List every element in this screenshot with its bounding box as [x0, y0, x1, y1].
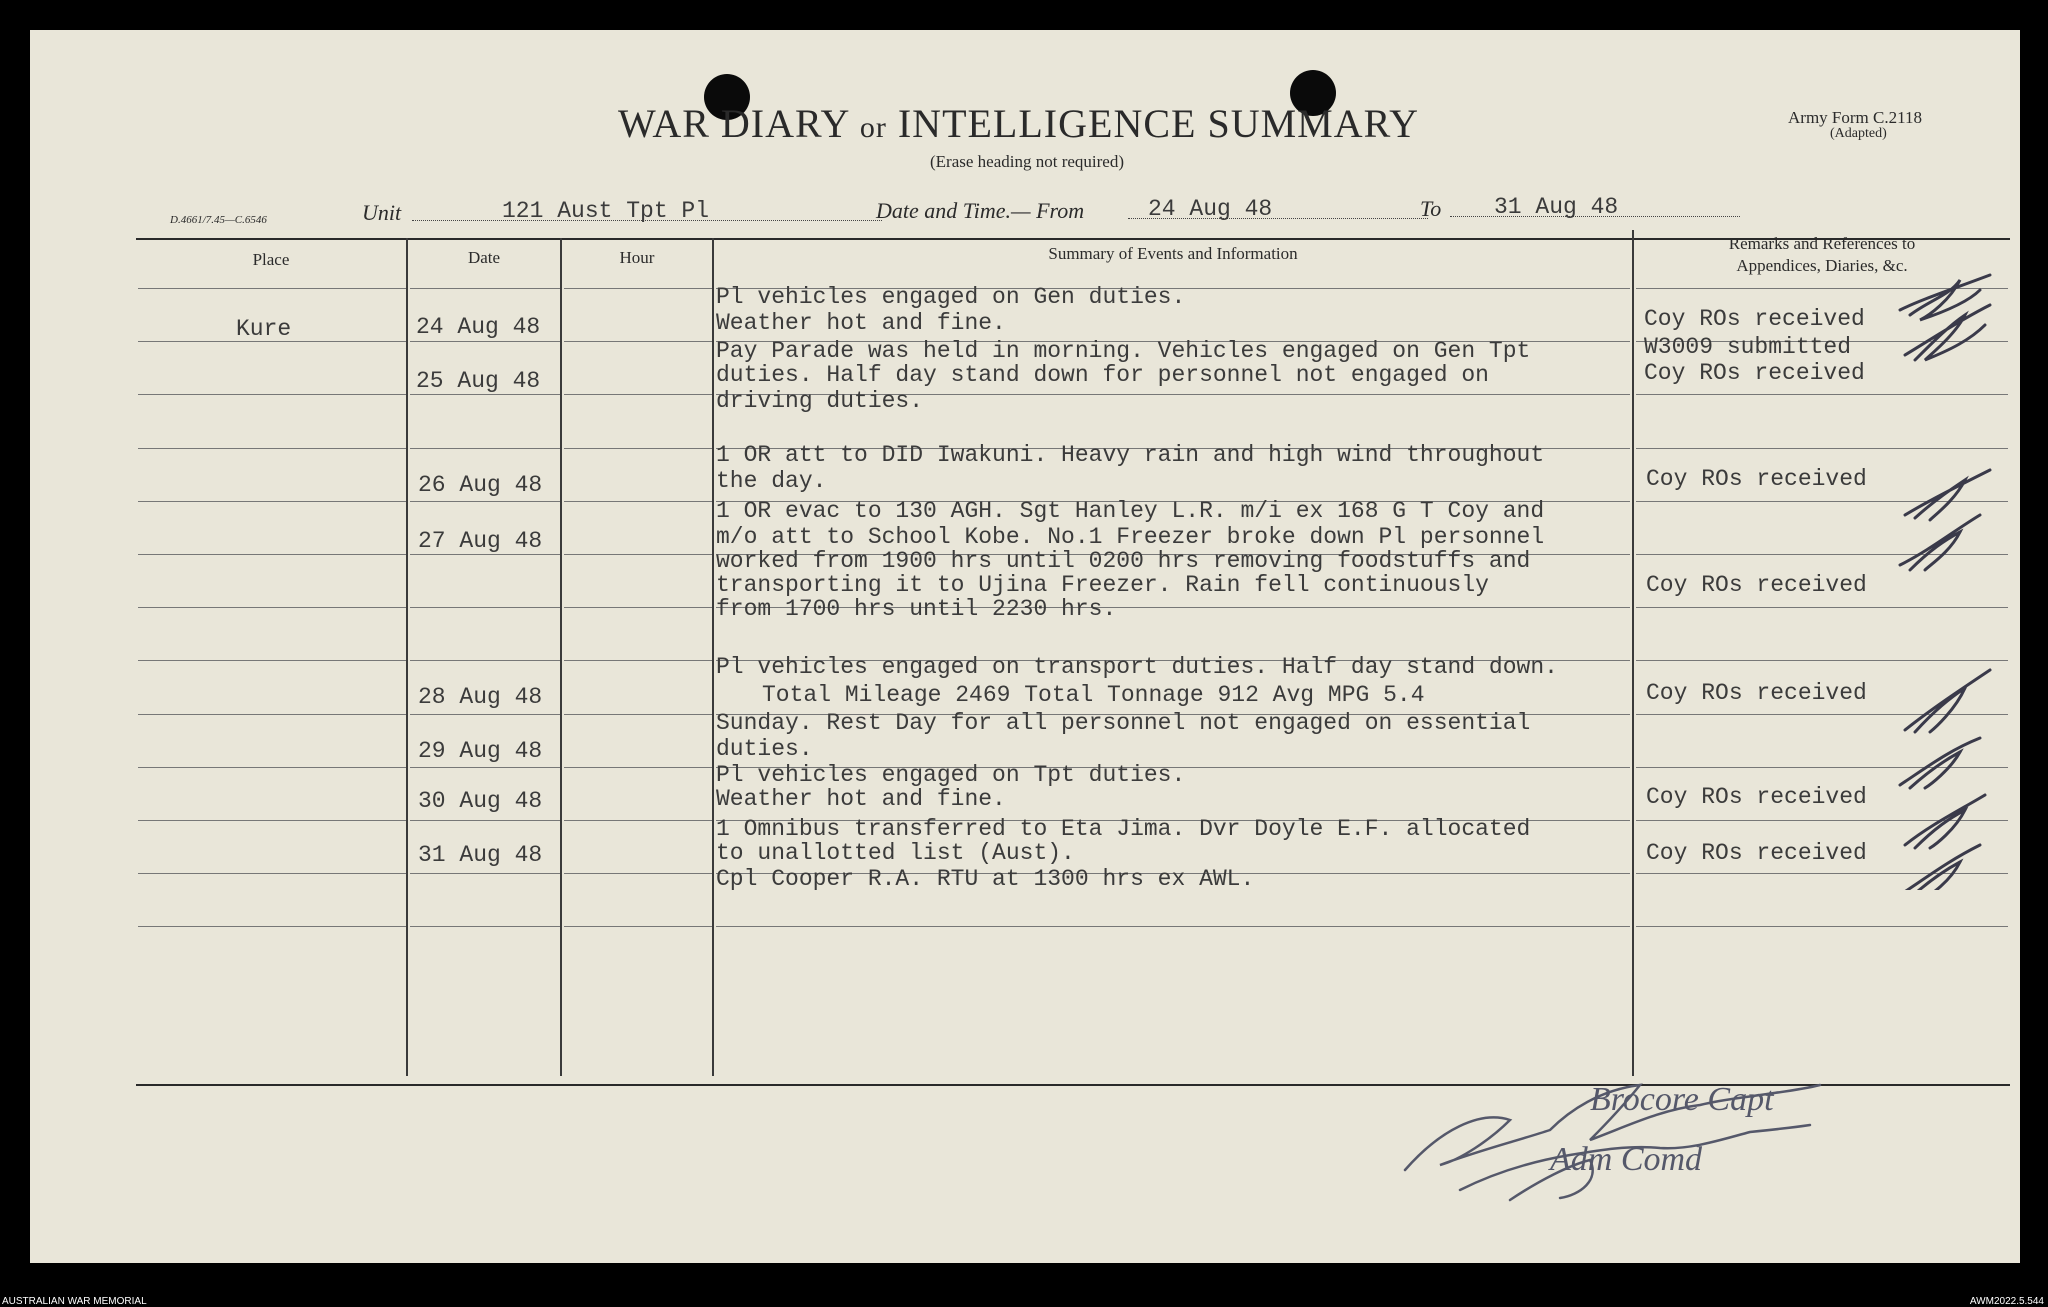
commander-signature: [1400, 1070, 1880, 1220]
ruled-line: [410, 714, 560, 715]
summary-remarks-divider: [1632, 230, 1634, 1076]
place-date-divider: [406, 238, 408, 1076]
remark-entry: Coy ROs received: [1646, 572, 1867, 598]
title-war-diary: WAR DIARY: [618, 101, 849, 146]
ruled-line: [410, 554, 560, 555]
ruled-line: [138, 501, 406, 502]
ruled-line: [410, 394, 560, 395]
ruled-line: [716, 926, 1630, 927]
col-header-remarks-1: Remarks and References to: [1728, 234, 1916, 253]
summary-line: Pay Parade was held in morning. Vehicles engaged on Gen Tpt: [716, 338, 1531, 364]
initial-marks: [1890, 270, 2010, 890]
ruled-line: [410, 341, 560, 342]
ruled-line: [138, 714, 406, 715]
ruled-line: [138, 554, 406, 555]
army-form-number: Army Form C.2118: [1788, 108, 1922, 127]
col-header-summary: Summary of Events and Information: [1048, 244, 1298, 263]
ruled-line: [564, 926, 712, 927]
ruled-line: [138, 820, 406, 821]
ruled-line: [138, 926, 406, 927]
erase-note: (Erase heading not required): [930, 152, 1124, 171]
to-date-value: 31 Aug 48: [1494, 194, 1619, 220]
remark-entry: Coy ROs received: [1646, 784, 1867, 810]
ruled-line: [564, 341, 712, 342]
signature-line-2: Adm Comd: [1550, 1141, 1703, 1178]
ruled-line: [564, 660, 712, 661]
ruled-line: [138, 767, 406, 768]
ruled-line: [564, 873, 712, 874]
summary-line: from 1700 hrs until 2230 hrs.: [716, 596, 1117, 622]
footer-archive-name: AUSTRALIAN WAR MEMORIAL: [2, 1296, 147, 1307]
date-entry: 30 Aug 48: [418, 788, 543, 814]
summary-line: 1 OR att to DID Iwakuni. Heavy rain and high wind throughout: [716, 442, 1545, 468]
form-title: [618, 100, 1419, 147]
summary-line: driving duties.: [716, 388, 924, 414]
remark-entry: Coy ROs received: [1646, 840, 1867, 866]
title-intelligence-summary: INTELLIGENCE SUMMARY: [897, 101, 1419, 146]
ruled-line: [410, 820, 560, 821]
ruled-line: [410, 501, 560, 502]
ruled-line: [564, 394, 712, 395]
ruled-line: [564, 714, 712, 715]
summary-line: the day.: [716, 468, 827, 494]
remark-entry: Coy ROs received: [1644, 360, 1865, 386]
hour-summary-divider: [712, 238, 714, 1076]
unit-value: 121 Aust Tpt Pl: [502, 198, 710, 224]
ruled-line: [1636, 926, 2008, 927]
date-entry: 28 Aug 48: [418, 684, 543, 710]
ruled-line: [138, 607, 406, 608]
date-entry: 29 Aug 48: [418, 738, 543, 764]
ruled-line: [564, 607, 712, 608]
col-header-remarks-2: Appendices, Diaries, &c.: [1736, 256, 1908, 275]
summary-line: Weather hot and fine.: [716, 310, 1006, 336]
ruled-line: [138, 288, 406, 289]
form-code: D.4661/7.45—C.6546: [170, 214, 267, 226]
summary-line: duties. Half day stand down for personnel not engaged on: [716, 362, 1489, 388]
summary-line: Cpl Cooper R.A. RTU at 1300 hrs ex AWL.: [716, 866, 1255, 892]
remark-entry: Coy ROs received: [1646, 466, 1867, 492]
ruled-line: [138, 448, 406, 449]
date-entry: 25 Aug 48: [416, 368, 541, 394]
unit-label: Unit: [362, 200, 402, 225]
ruled-line: [564, 501, 712, 502]
ruled-line: [138, 873, 406, 874]
ruled-line: [410, 767, 560, 768]
ruled-line: [564, 767, 712, 768]
summary-line: 1 Omnibus transferred to Eta Jima. Dvr Doyle E.F. allocated: [716, 816, 1531, 842]
diary-sheet: [30, 30, 2020, 1263]
col-header-place: Place: [252, 250, 290, 269]
summary-line: Pl vehicles engaged on transport duties. Half day stand down.: [716, 654, 1558, 680]
ruled-line: [410, 288, 560, 289]
remark-entry: Coy ROs received: [1644, 306, 1865, 332]
ruled-line: [564, 448, 712, 449]
remark-entry: Coy ROs received: [1646, 680, 1867, 706]
ruled-line: [410, 607, 560, 608]
date-entry: 31 Aug 48: [418, 842, 543, 868]
col-header-hour: Hour: [619, 248, 655, 267]
ruled-line: [564, 820, 712, 821]
summary-line: to unallotted list (Aust).: [716, 840, 1075, 866]
ruled-line: [138, 660, 406, 661]
army-form-adapted: (Adapted): [1830, 126, 1887, 141]
date-entry: 27 Aug 48: [418, 528, 543, 554]
ruled-line: [564, 288, 712, 289]
summary-line: 1 OR evac to 130 AGH. Sgt Hanley L.R. m/i ex 168 G T Coy and: [716, 498, 1545, 524]
date-time-label: Date and Time.— From: [876, 198, 1085, 223]
ruled-line: [410, 660, 560, 661]
remark-entry: W3009 submitted: [1644, 334, 1852, 360]
summary-line: m/o att to School Kobe. No.1 Freezer broke down Pl personnel: [716, 524, 1545, 550]
summary-line: Pl vehicles engaged on Tpt duties.: [716, 762, 1186, 788]
place-entry: Kure: [236, 316, 292, 342]
ruled-line: [138, 394, 406, 395]
summary-line: duties.: [716, 736, 813, 762]
signature-line-1: Brocore Capt: [1590, 1081, 1774, 1118]
from-date-value: 24 Aug 48: [1148, 196, 1273, 222]
summary-line: transporting it to Ujina Freezer. Rain fell continuously: [716, 572, 1489, 598]
col-header-date: Date: [467, 248, 501, 267]
footer-reference: AWM2022.5.544: [1969, 1296, 2044, 1307]
ruled-line: [410, 926, 560, 927]
summary-line: Weather hot and fine.: [716, 786, 1006, 812]
ruled-line: [410, 448, 560, 449]
summary-line: worked from 1900 hrs until 0200 hrs removing foodstuffs and: [716, 548, 1531, 574]
to-label: To: [1420, 196, 1442, 221]
ruled-line: [410, 873, 560, 874]
date-hour-divider: [560, 238, 562, 1076]
summary-line: Total Mileage 2469 Total Tonnage 912 Avg MPG 5.4: [762, 682, 1425, 708]
date-entry: 24 Aug 48: [416, 314, 541, 340]
ruled-line: [564, 554, 712, 555]
summary-line: Pl vehicles engaged on Gen duties.: [716, 284, 1186, 310]
date-entry: 26 Aug 48: [418, 472, 543, 498]
summary-line: Sunday. Rest Day for all personnel not engaged on essential: [716, 710, 1531, 736]
title-or: or: [859, 111, 887, 144]
